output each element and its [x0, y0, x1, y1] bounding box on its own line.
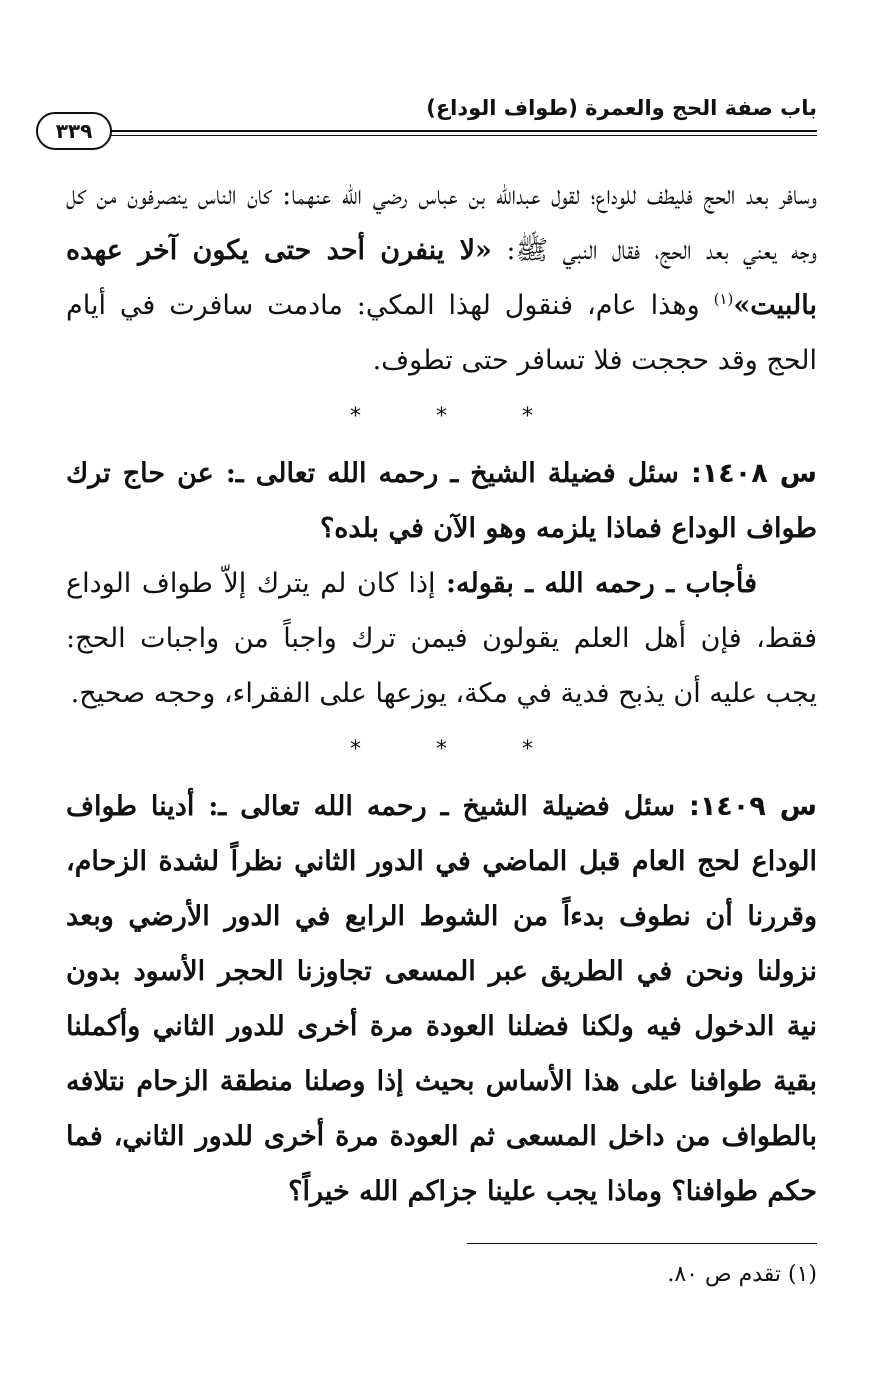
page-header — [36, 92, 817, 146]
question-number: س ١٤٠٩: — [689, 791, 817, 822]
paragraph-text: وسافر بعد الحج فليطف للوداع؛ لقول عبدالله بن عباس رضي الله عنهما: كان الناس ينصرفون من كل وجه يعني بعد الحج، فقال النبي ﷺ: — [66, 180, 817, 266]
answer-1408 — [66, 556, 817, 721]
header-rule-thin — [106, 135, 817, 136]
section-divider-stars: * * * — [350, 404, 567, 429]
header-rule — [106, 130, 817, 132]
question-text: أدينا طواف الوداع لحج العام قبل الماضي في الدور الثاني نظراً لشدة الزحام، وقررنا أن نطوف بدءاً من الشوط الرابع في الدور الأرضي وبعد نزولنا ونحن في الطريق عبر المسعى تجاوزنا الحجر الأسود بدون نية الدخول فيه ولكنا فضلنا العودة مرة أخرى للدور الثاني وأكملنا بقية طوافنا على هذا الأساس بحيث إذا وصلنا منطقة الزحام نتلافه بالطواف من داخل المسعى ثم العودة مرة أخرى للدور الثاني، فما حكم طوافنا؟ وماذا يجب علينا جزاكم الله خيراً؟ — [66, 791, 818, 1207]
footnote: (١) تقدم ص ٨٠. — [667, 1262, 817, 1287]
section-divider-stars-2: * * * — [350, 737, 567, 762]
question-text: عن حاج ترك طواف الوداع فماذا يلزمه وهو الآن في بلده؟ — [66, 458, 817, 544]
question-intro: سئل فضيلة الشيخ ـ رحمه الله تعالى ـ: — [208, 791, 689, 822]
hadith-quote: «لا ينفرن أحد حتى يكون آخر عهده بالبيت» — [66, 235, 817, 321]
answer-text: إذا كان لم يترك إلاّ طواف الوداع فقط، فإن أهل العلم يقولون فيمن ترك واجباً من واجبات الحج: يجب عليه أن يذبح فدية في مكة، يوزعها على الفقراء، وحجه صحيح. — [66, 568, 817, 709]
answer-label: فأجاب ـ رحمه الله ـ بقوله: — [446, 568, 757, 599]
question-intro: سئل فضيلة الشيخ ـ رحمه الله تعالى ـ: — [225, 458, 691, 489]
page-number-badge — [36, 112, 112, 150]
paragraph-text-cont: وهذا عام، فنقول لهذا المكي: مادمت سافرت في أيام الحج وقد حججت فلا تسافر حتى تطوف. — [66, 290, 817, 376]
paragraph-farewell — [66, 168, 817, 388]
footnote-ref: (١) — [713, 290, 734, 308]
running-title: باب صفة الحج والعمرة (طواف الوداع) — [426, 96, 817, 120]
question-1408 — [66, 446, 817, 556]
question-1409 — [66, 779, 817, 1219]
question-number: س ١٤٠٨: — [690, 458, 817, 489]
footnote-separator — [467, 1243, 817, 1244]
page-number: ٣٣٩ — [55, 119, 93, 143]
page-body — [66, 168, 817, 1219]
